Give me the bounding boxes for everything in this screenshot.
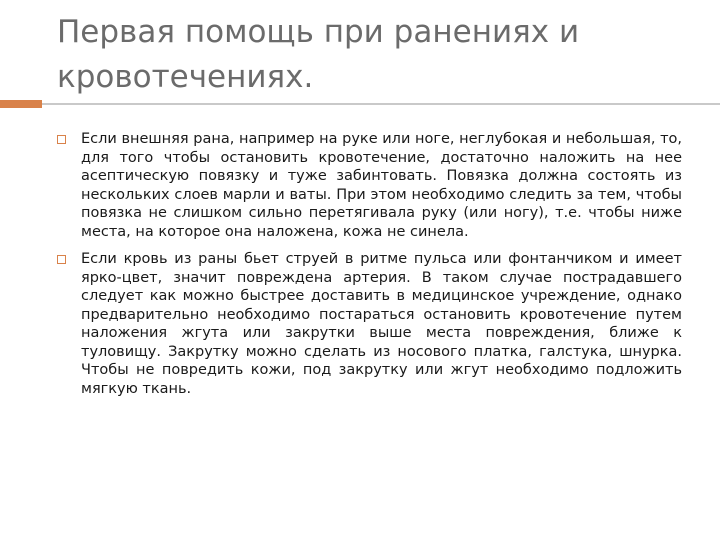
bullet-text: Если кровь из раны бьет струей в ритме пульса или фонтанчиком и имеет ярко-цвет, значит повреждена артерия. В таком случае пострадавшего следует как можно быстрее доставить в медицинское учреждение, однако предварительно необходимо постараться остановить кровотечение путем наложения жгута или закрутки выше места повреждения, ближе к туловищу. Закрутку можно сделать из носового платка, галстука, шнурка. Чтобы не повредить кожи, под закрутку или жгут необходимо подложить мягкую ткань. — [81, 251, 682, 397]
title-divider-line — [42, 103, 720, 105]
title-accent-block — [0, 100, 42, 108]
hollow-square-bullet-icon — [57, 135, 66, 144]
slide-title: Первая помощь при ранениях и кровотечениях. — [57, 14, 580, 95]
hollow-square-bullet-icon — [57, 255, 66, 264]
bullet-list — [57, 130, 682, 407]
bullet-text: Если внешняя рана, например на руке или ноге, неглубокая и небольшая, то, для того чтобы остановить кровотечение, достаточно наложить на нее асептическую повязку и туже забинтовать. Повязка должна состоять из нескольких слоев марли и ваты. При этом необходимо следить за тем, чтобы повязка не слишком сильно перетягивала руку (или ногу), т.е. чтобы ниже места, на которое она наложена, кожа не синела. — [81, 131, 682, 240]
list-item — [57, 250, 682, 398]
list-item — [57, 130, 682, 241]
